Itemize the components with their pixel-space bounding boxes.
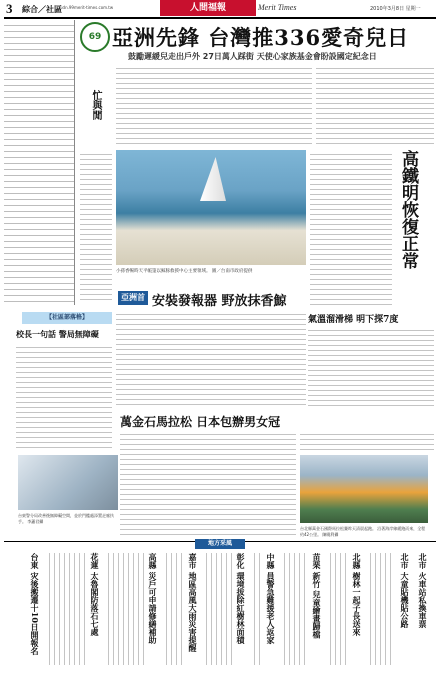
masthead-english: Merit Times	[258, 3, 297, 12]
bottom-headline-3: 高縣 災戶可申請修繕補助	[148, 553, 158, 644]
side-box-body	[16, 343, 112, 451]
right-article-body	[310, 150, 392, 305]
header-rule	[4, 17, 436, 19]
article2-headline: 安裝發報器 野放抹香鯨	[152, 294, 287, 309]
bottom-body-3	[162, 553, 184, 665]
page-number: 3	[6, 1, 13, 16]
article3-body	[120, 430, 296, 536]
site-url[interactable]: udn.99merit-times.com.tw	[60, 5, 114, 10]
bottom-headline-2: 花蓮 太魯閣防落石七處	[90, 553, 100, 636]
weather-headline: 氣溫溜滑梯 明下探7度	[308, 315, 399, 325]
bottom-body-6	[280, 553, 308, 665]
column-title: 忙與閒	[90, 90, 101, 120]
article3-body-cont	[300, 430, 434, 452]
side-box-title: 【社區部落格】	[22, 312, 112, 324]
bottom-headline-7: 苗栗 新竹 兒童繪畫歸檔	[312, 553, 322, 639]
bottom-section-label: 地方采風	[195, 539, 245, 549]
bottom-body-1	[45, 553, 85, 665]
side-box-headline: 校長一句話 警局無障礙	[16, 330, 99, 339]
bottom-headline-6: 中縣 員警急難援老人返家	[266, 553, 276, 644]
bottom-headline-4: 嘉市 地區高風大雨災害提醒	[188, 553, 198, 652]
photo1-caption: 小孫香暢時天平帳篷以鯨豚救援中心主要領域。 圖／台南市政府提供	[116, 269, 253, 274]
bottom-body-8	[366, 553, 394, 665]
weather-body	[308, 326, 434, 408]
article2-body	[116, 310, 306, 408]
bottom-body-7	[326, 553, 348, 665]
photo-whale-boat	[116, 150, 306, 265]
photo-accessible-entrance	[18, 455, 118, 510]
bottom-body-2	[104, 553, 144, 665]
bottom-headline-5: 彰化 環境拔除紅樹林面積	[236, 553, 246, 644]
main-headline: 亞洲先鋒 台灣推336愛奇兒日	[112, 25, 410, 50]
article2-tag: 亞洲首	[118, 291, 148, 305]
photo2-caption: 台東警分局改善後無障礙空間，並於門檻處添置走廊扶手。 李蕙君攝	[18, 513, 114, 524]
left-column-text	[4, 20, 75, 305]
main-article-body-cont	[316, 64, 434, 146]
column-body-text	[80, 150, 112, 300]
section-name: 綜合／社區	[22, 5, 62, 14]
bottom-body-4	[202, 553, 232, 665]
column-logo: 69	[80, 22, 110, 52]
article3-headline: 萬金石馬拉松 日本包辦男女冠	[120, 415, 281, 429]
bottom-headline-10: 北市 火車站私換車票	[418, 553, 428, 628]
bottom-body-5	[250, 553, 262, 665]
issue-date: 2010年3月8日 星期一	[370, 6, 421, 12]
right-headline: 高鐵明恢復正常	[398, 150, 418, 269]
photo-marathon-runners	[300, 455, 428, 523]
photo3-caption: 台北縣萬金石國際馬拉松賽昨天清晨起跑。 沿著海岸線緩跑而來，全程約42公里。 陳曉利攝	[300, 526, 426, 537]
main-article-body	[116, 64, 312, 146]
bottom-headline-9: 北市 大童貼機貼公路	[400, 553, 410, 628]
bottom-headline-1: 台東 灾後搬遷十10日開報名	[30, 553, 40, 655]
bottom-headline-8: 北縣 樹林一起子長送來	[352, 553, 362, 636]
masthead-logo: 人間福報	[160, 0, 256, 16]
main-subhead: 鼓勵遲緩兒走出戶外 27日萬人踩街 天使心家族基金會盼設國定紀念日	[128, 52, 377, 61]
